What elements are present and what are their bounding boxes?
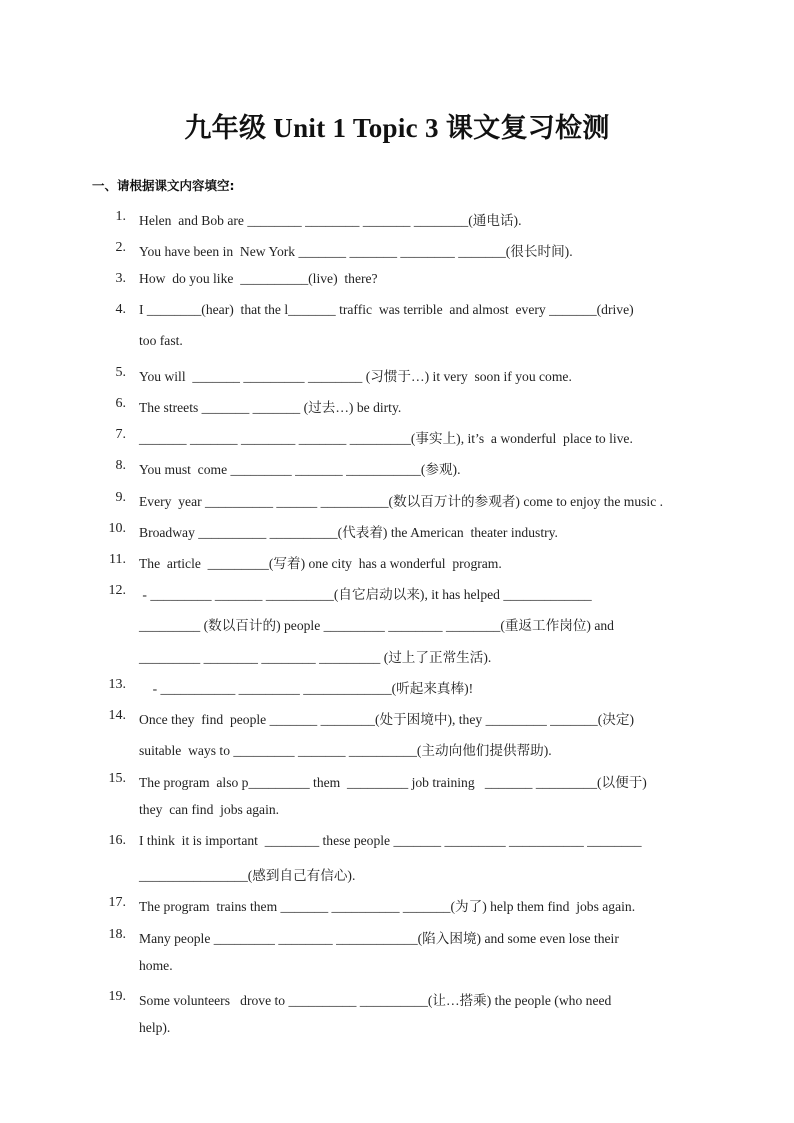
question-text-line: I think it is important ________ these people _______ _________ ___________ ________ xyxy=(139,833,642,848)
question-text-line: The streets _______ _______ (过去…) be dirty. xyxy=(139,400,402,415)
question-text-line: too fast. xyxy=(139,333,183,349)
question-number: 18. xyxy=(108,927,126,942)
question-text-line: The program trains them _______ __________ _______(为了) help them find jobs again. xyxy=(139,899,636,914)
question-text-line: The program also p_________ them _________ job training _______ _________(以便于) xyxy=(139,775,647,790)
question-text-line: - _________ _______ __________(自它启动以来), it has helped _____________ xyxy=(139,587,592,602)
question-text-line: How do you like __________(live) there? xyxy=(139,271,378,286)
question-text-line: help). xyxy=(139,1020,171,1036)
question-number: 19. xyxy=(108,989,126,1004)
question-text-line: Many people _________ ________ ____________(陷入困境) and some even lose their xyxy=(139,931,619,946)
question-number: 1. xyxy=(115,209,126,224)
question-number: 7. xyxy=(115,427,126,442)
question-text-line: home. xyxy=(139,958,173,974)
question-number: 3. xyxy=(115,271,126,286)
section-heading: 一、请根据课文内容填空: xyxy=(92,178,235,193)
question-text-line: they can find jobs again. xyxy=(139,802,280,818)
question-number: 14. xyxy=(108,708,126,723)
question-number: 8. xyxy=(115,458,126,473)
question-text-line: _________ ________ ________ _________ (过上了正常生活). xyxy=(139,649,492,665)
question-text-line: _________ (数以百计的) people _________ ________ ________(重返工作岗位) and xyxy=(139,618,614,634)
question-number: 11. xyxy=(109,552,126,567)
question-number: 6. xyxy=(115,396,126,411)
question-text-line: Helen and Bob are ________ ________ _______ ________(通电话). xyxy=(139,213,522,228)
question-number: 9. xyxy=(115,490,126,505)
question-number: 10. xyxy=(108,521,126,536)
question-number: 4. xyxy=(115,302,126,317)
question-number: 17. xyxy=(108,895,126,910)
question-text-line: ________________(感到自己有信心). xyxy=(139,868,356,884)
question-number: 15. xyxy=(108,771,126,786)
question-number: 13. xyxy=(108,677,126,692)
question-number: 16. xyxy=(108,833,126,848)
question-number: 5. xyxy=(115,365,126,380)
question-number: 2. xyxy=(115,240,126,255)
question-text-line: Broadway __________ __________(代表着) the American theater industry. xyxy=(139,525,558,540)
question-text-line: You must come _________ _______ ___________(参观). xyxy=(139,462,461,477)
question-text-line: Some volunteers drove to __________ __________(让…搭乘) the people (who need xyxy=(139,993,612,1008)
question-number: 12. xyxy=(108,583,126,598)
question-text-line: You have been in New York _______ _______ ________ _______(很长时间). xyxy=(139,244,573,259)
question-text-line: You will _______ _________ ________ (习惯于…) it very soon if you come. xyxy=(139,369,572,384)
question-text-line: - ___________ _________ _____________(听起来真棒)! xyxy=(139,681,474,696)
question-text-line: _______ _______ ________ _______ _________(事实上), it’s a wonderful place to live. xyxy=(139,431,633,446)
question-text-line: Every year __________ ______ __________(数以百万计的参观者) come to enjoy the music . xyxy=(139,494,664,509)
question-text-line: The article _________(写着) one city has a wonderful program. xyxy=(139,556,502,571)
page-title: 九年级 Unit 1 Topic 3 课文复习检测 xyxy=(184,113,610,143)
question-text-line: I ________(hear) that the l_______ traffic was terrible and almost every _______(drive) xyxy=(139,302,634,317)
question-text-line: Once they find people _______ ________(处于困境中), they _________ _______(决定) xyxy=(139,712,634,727)
question-text-line: suitable ways to _________ _______ __________(主动向他们提供帮助). xyxy=(139,743,552,759)
